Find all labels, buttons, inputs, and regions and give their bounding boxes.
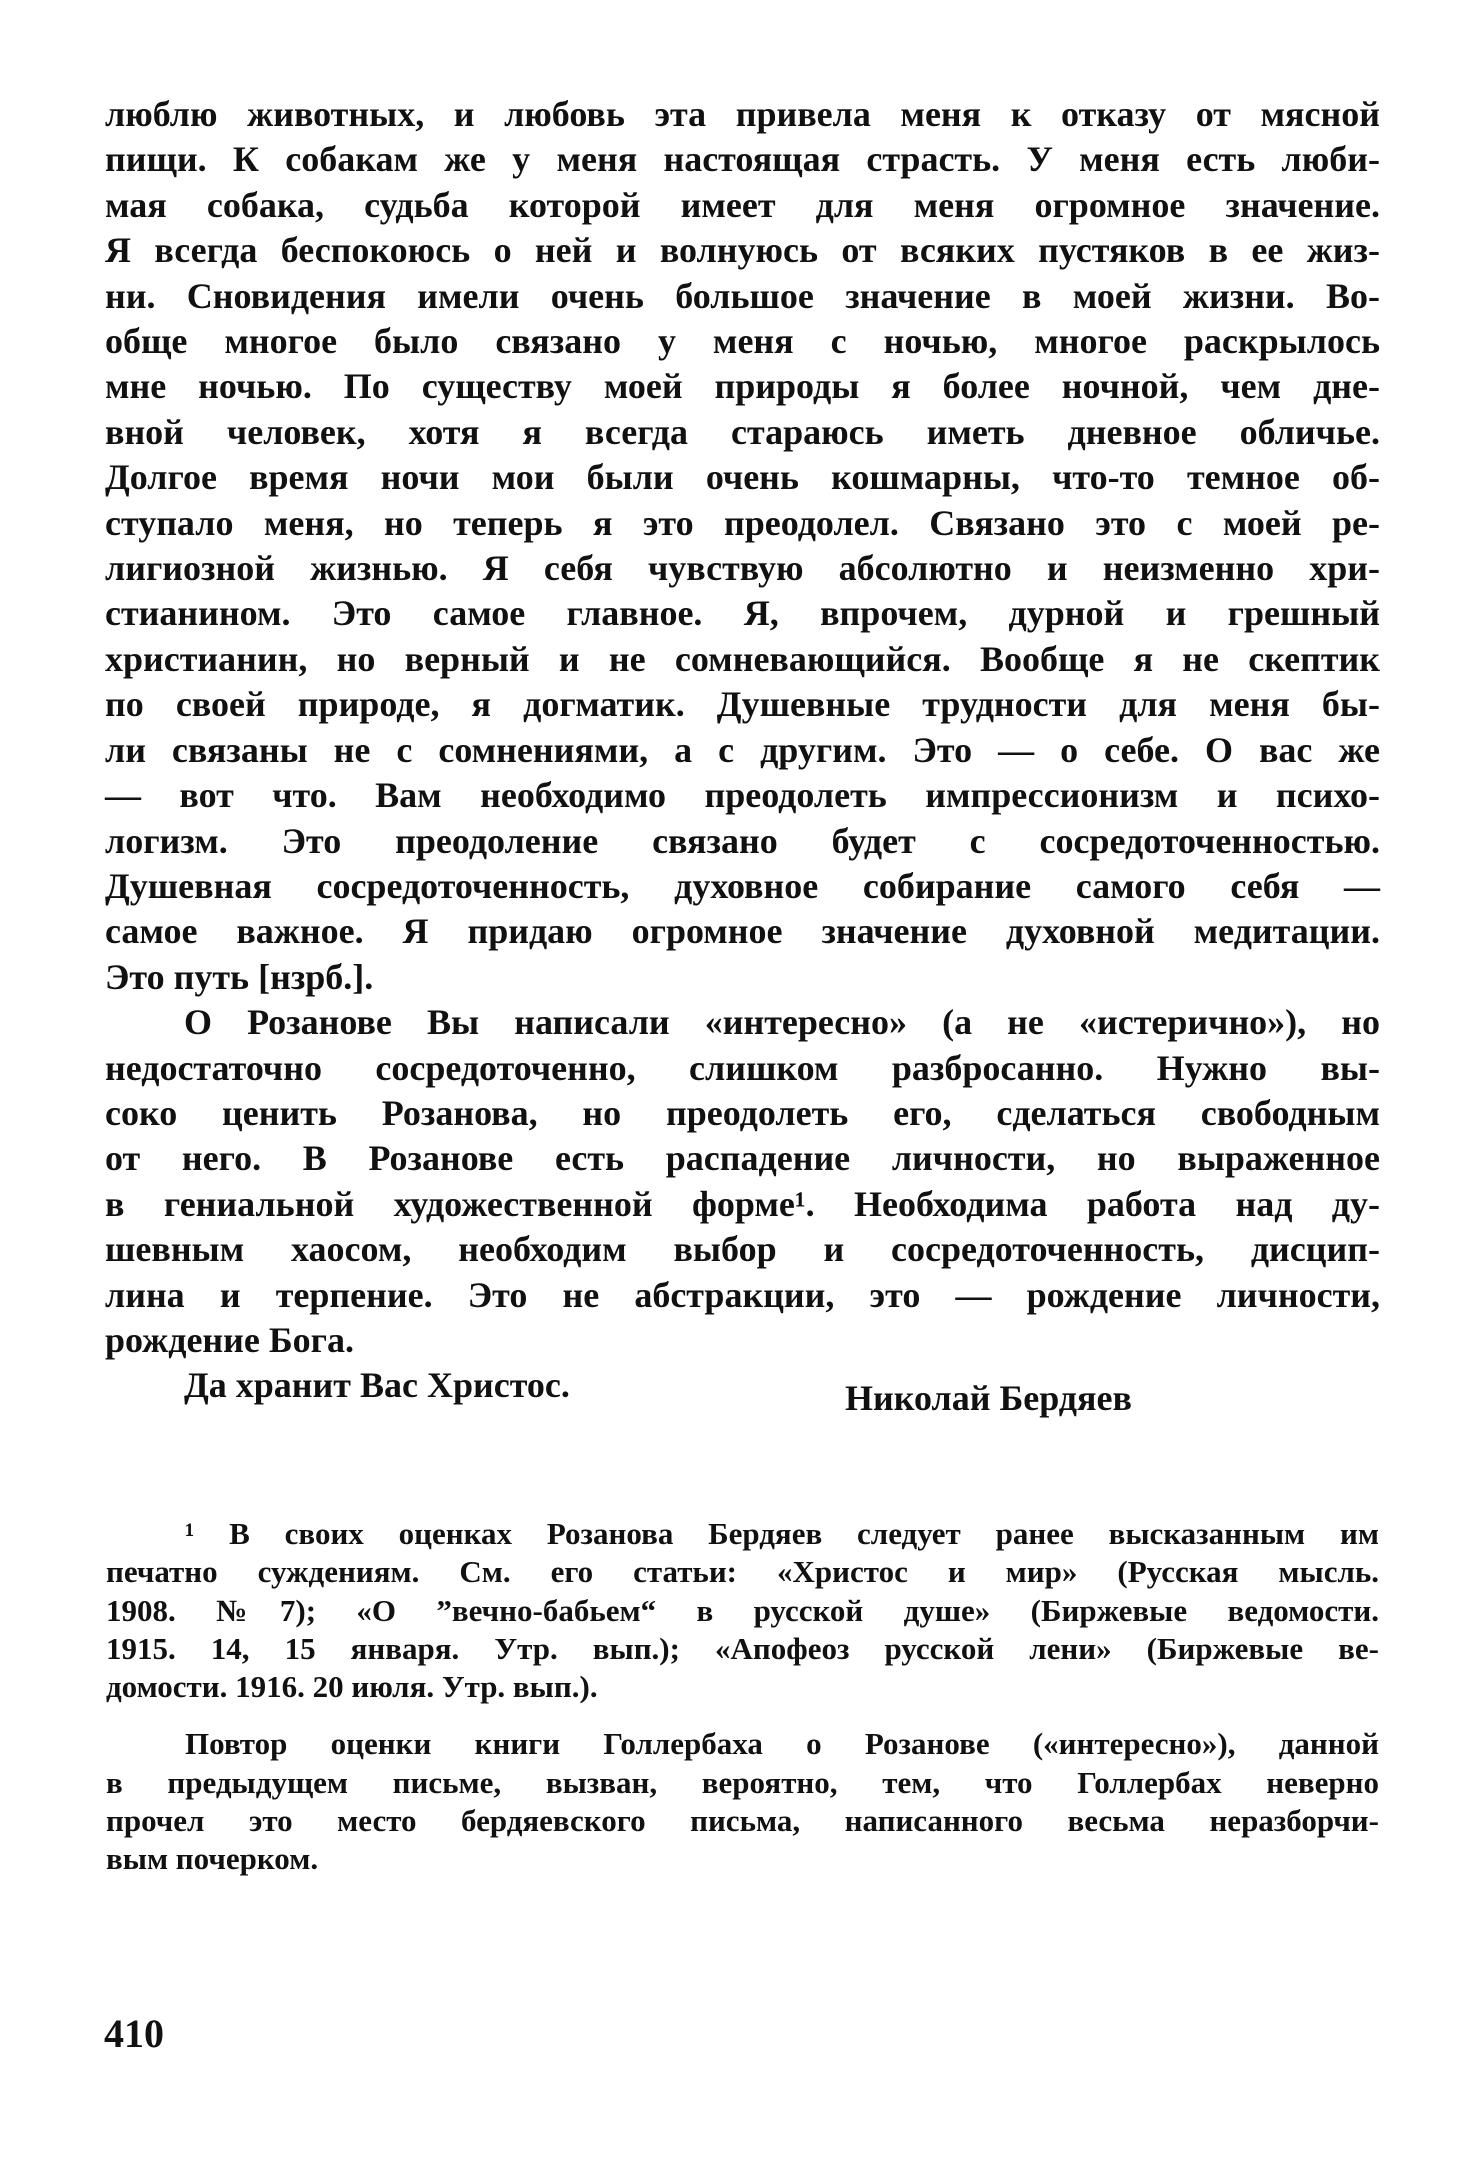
footnote-line: ¹ В своих оценках Розанова Бердяев следует ранее высказанным им [185, 1516, 1379, 1551]
text-line: мая собака, судьба которой имеет для меня огромное значение. [105, 184, 1380, 225]
signature: Николай Бердяев [845, 1378, 1132, 1418]
text-line: Долгое время ночи мои были очень кошмарны, что-то темное об- [105, 457, 1380, 498]
text-line: пищи. К собакам же у меня настоящая страсть. У меня есть люби- [105, 139, 1380, 180]
text-line: логизм. Это преодоление связано будет с сосредоточенностью. [105, 820, 1380, 861]
text-line: вной человек, хотя я всегда стараюсь иметь дневное обличье. [105, 411, 1380, 452]
text-line: от него. В Розанове есть распадение личности, но выраженное [105, 1138, 1380, 1179]
text-line: недостаточно сосредоточенно, слишком разбросанно. Нужно вы- [105, 1047, 1380, 1088]
footnote-line: печатно суждениям. См. его статьи: «Христос и мир» (Русская мысль. [106, 1554, 1379, 1590]
text-line: люблю животных, и любовь эта привела меня к отказу от мясной [105, 94, 1380, 134]
text-line: по своей природе, я догматик. Душевные трудности для меня бы- [105, 684, 1380, 725]
text-line: мне ночью. По существу моей природы я более ночной, чем дне- [105, 366, 1380, 407]
text-line: обще многое было связано у меня с ночью, многое раскрылось [105, 321, 1380, 362]
text-line: Это путь [нзрб.]. [105, 956, 374, 997]
footnote-line: 1915. 14, 15 января. Утр. вып.); «Апофеоз русской лени» (Биржевые ве- [106, 1630, 1379, 1666]
text-line: соко ценить Розанова, но преодолеть его, сделаться свободным [105, 1092, 1380, 1133]
text-line: рождение Бога. [105, 1319, 355, 1360]
text-line: ли связаны не с сомнениями, а с другим. Это — о себе. О вас же [105, 729, 1380, 770]
footnote-gap [106, 1706, 1379, 1725]
text-line: — вот что. Вам необходимо преодолеть импрессионизм и психо- [105, 775, 1380, 816]
text-line: Я всегда беспокоюсь о ней и волнуюсь от всяких пустяков в ее жиз- [105, 230, 1380, 271]
footnote-line: в предыдущем письме, вызван, вероятно, тем, что Голлербах неверно [106, 1764, 1379, 1800]
page-number: 410 [104, 2011, 164, 2056]
text-line: лигиозной жизнью. Я себя чувствую абсолютно и неизменно хри- [105, 548, 1380, 589]
paragraph-start-line: О Розанове Вы написали «интересно» (а не «истерично»), но [184, 1002, 1380, 1043]
footnote-line: 1908. №7); «О ”вечно-бабьем“ в русской душе» (Биржевые ведомости. [106, 1592, 1379, 1628]
footnote-line: вым почерком. [106, 1841, 319, 1877]
text-line: Душевная сосредоточенность, духовное собирание самого себя — [105, 865, 1380, 906]
text-line: ни. Сновидения имели очень большое значение в моей жизни. Во- [105, 275, 1380, 316]
text-line: ступало меня, но теперь я это преодолел. Связано это с моей ре- [105, 502, 1380, 543]
text-line: стианином. Это самое главное. Я, впрочем, дурной и грешный [105, 593, 1380, 634]
footnote-line: Повтор оценки книги Голлербаха о Розанове («интересно»), данной [185, 1726, 1379, 1762]
footnotes [106, 1515, 1379, 1879]
text-line: самое важное. Я придаю огромное значение духовной медитации. [105, 911, 1380, 952]
text-line: лина и терпение. Это не абстракции, это — рождение личности, [105, 1274, 1380, 1315]
footnote-line: прочел это место бердяевского письма, написанного весьма неразборчи- [106, 1803, 1379, 1839]
text-line: христианин, но верный и не сомневающийся. Вообще я не скептик [105, 638, 1380, 679]
closing-line: Да хранит Вас Христос. [184, 1365, 570, 1406]
text-line: шевным хаосом, необходим выбор и сосредоточенность, дисцип- [105, 1229, 1380, 1270]
footnote-line: домости. 1916. 20 июля. Утр. вып.). [106, 1669, 598, 1705]
letter-text [105, 92, 1380, 1409]
text-line: в гениальной художественной форме¹. Необходима работа над ду- [105, 1183, 1380, 1224]
